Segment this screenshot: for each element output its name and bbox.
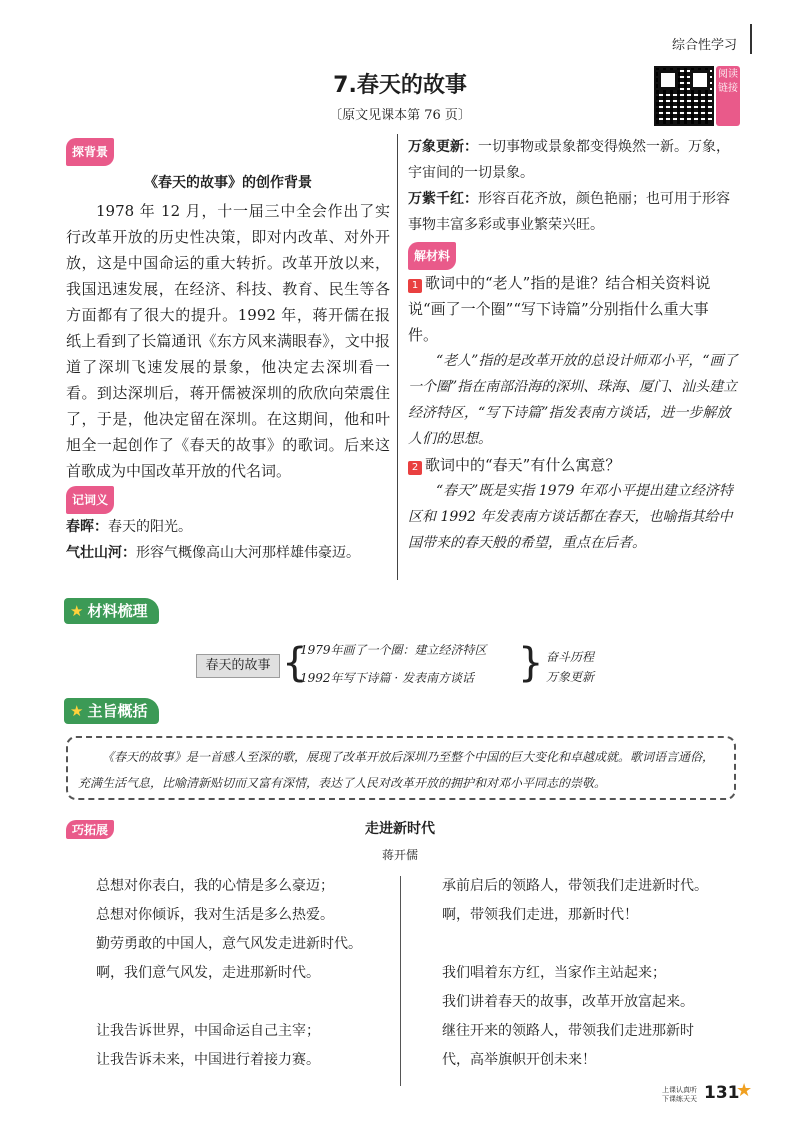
footer-slogan — [662, 1086, 702, 1104]
poem-line: 啊，带领我们走进，那新时代！ — [442, 907, 638, 923]
number-badge-1: 1 — [408, 279, 422, 293]
map-root: 春天的故事 — [196, 654, 280, 678]
vocab-item — [408, 134, 738, 186]
poem-right-column — [442, 872, 708, 1075]
background-text: 1978 年 12 月，十一届三中全会作出了实行改革开放的历史性决策，即对内改革、对外开放，这是中国命运的重大转折。改革开放以来，我国迅速发展，在经济、科技、教育、民生等各方面都有了很大的提升。1992 年，蒋开儒在报纸上看到了长篇通讯《东方风来满眼春》，文中报道了深圳飞速发展的景象，他决定去深圳看一看。到达深圳后，蒋开儒被深圳的欣欣向荣震住了，于是，他决定留在深圳。在这期间，他和叶旭全一起创作了《春天的故事》的歌词。后来这首歌成为中国改革开放的代名词。 — [66, 202, 390, 480]
vocab-term: 万象更新： — [408, 139, 478, 155]
map-outcome: 万象更新 — [546, 670, 595, 684]
vocab-def: 形容气概像高山大河那样雄伟豪迈。 — [136, 545, 360, 561]
poem-line: 代，高举旗帜开创未来！ — [442, 1052, 596, 1068]
vocab-term: 春晖： — [66, 519, 108, 535]
right-brace-icon: } — [518, 640, 544, 686]
materials-banner — [64, 598, 159, 624]
header-divider — [750, 24, 752, 54]
star-icon: ★ — [70, 602, 84, 620]
materials-tag: 解材料 — [408, 242, 456, 270]
map-outcome: 奋斗历程 — [546, 650, 595, 664]
answer-2: “春天”既是实指 1979 年邓小平提出建立经济特区和 1992 年发表南方谈话都在春天，也喻指其给中国带来的春天般的希望，重点在后者。 — [408, 483, 733, 551]
answer-1: “老人”指的是改革开放的总设计师邓小平，“画了一个圈”指在南部沿海的深圳、珠海、厦门、汕头建立经济特区，“写下诗篇”指发表南方谈话，进一步解放人们的思想。 — [408, 353, 738, 447]
number-badge-2: 2 — [408, 461, 422, 475]
summary-box: 《春天的故事》是一首感人至深的歌，展现了改革开放后深圳乃至整个中国的巨大变化和卓越成就。歌词语言通俗，充满生活气息，比喻清新贴切而又富有深情，表达了人民对改革开放的拥护和对邓小平同志的崇敬。 — [66, 736, 736, 800]
poem-line: 总想对你表白，我的心情是多么豪迈； — [96, 878, 334, 894]
poem-line: 啊，我们意气风发，走进那新时代。 — [96, 965, 320, 981]
background-title: 《春天的故事》的创作背景 — [144, 175, 312, 191]
footer-line: 上课认真听 — [662, 1086, 697, 1094]
vocab-def: 形容百花齐放，颜色艳丽；也可用于形容事物丰富多彩或事业繁荣兴旺。 — [408, 191, 730, 233]
poem-line: 承前启后的领路人，带领我们走进新时代。 — [442, 878, 708, 894]
vocab-tag: 记词义 — [66, 486, 114, 514]
column-divider — [397, 134, 398, 580]
poem-divider — [400, 876, 401, 1086]
poem-line: 继往开来的领路人，带领我们走进那新时 — [442, 1023, 694, 1039]
star-icon: ★ — [70, 702, 84, 720]
vocab-item — [66, 540, 390, 566]
poem-line: 我们唱着东方红，当家作主站起来； — [442, 965, 666, 981]
poem-line: 我们讲着春天的故事，改革开放富起来。 — [442, 994, 694, 1010]
question-1 — [408, 270, 738, 348]
materials-banner-label: 材料梳理 — [87, 602, 148, 620]
footer-line: 下课练天天 — [662, 1095, 697, 1103]
map-item: 1992年写下诗篇 · 发表南方谈话 — [300, 671, 474, 685]
page-number: 131 — [704, 1083, 740, 1103]
map-item: 1979年画了一个圈：建立经济特区 — [300, 643, 487, 657]
left-column — [66, 138, 390, 566]
page-subtitle: 〔原文见课本第 76 页〕 — [329, 108, 471, 123]
page-title: 7.春天的故事 — [333, 73, 467, 98]
poem-line — [96, 988, 362, 1017]
vocab-def: 一切事物或景象都变得焕然一新。万象，宇宙间的一切景象。 — [408, 139, 730, 181]
background-tag: 探背景 — [66, 138, 114, 166]
vocab-def: 春天的阳光。 — [108, 519, 192, 535]
star-icon: ★ — [736, 1080, 753, 1101]
question-1-text: 歌词中的“老人”指的是谁？结合相关资料说说“画了一个圈”“写下诗篇”分别指什么重大事件。 — [408, 274, 711, 344]
summary-banner — [64, 698, 159, 724]
poem-line: 让我告诉未来，中国进行着接力赛。 — [96, 1052, 320, 1068]
poem-left-column — [96, 872, 362, 1075]
section-tag: 综合性学习 — [672, 38, 738, 53]
qr-link-tag: 阅读链接 — [716, 66, 740, 126]
qr-code[interactable] — [654, 66, 714, 126]
summary-banner-label: 主旨概括 — [87, 702, 148, 720]
extension-tag: 巧拓展 — [66, 820, 114, 839]
poem-title: 走进新时代 — [365, 821, 435, 837]
poem-line: 勤劳勇敢的中国人，意气风发走进新时代。 — [96, 936, 362, 952]
poem-line — [442, 930, 708, 959]
right-column — [408, 134, 738, 556]
vocab-item — [408, 186, 738, 238]
vocab-term: 万紫千红： — [408, 191, 478, 207]
poem-author: 蒋开儒 — [381, 848, 418, 862]
left-brace-icon: { — [282, 640, 308, 686]
question-2 — [408, 452, 738, 478]
poem-line: 让我告诉世界，中国命运自己主宰； — [96, 1023, 320, 1039]
vocab-term: 气壮山河： — [66, 545, 136, 561]
poem-line: 总想对你倾诉，我对生活是多么热爱。 — [96, 907, 334, 923]
vocab-item — [66, 514, 390, 540]
question-2-text: 歌词中的“春天”有什么寓意？ — [425, 456, 621, 474]
